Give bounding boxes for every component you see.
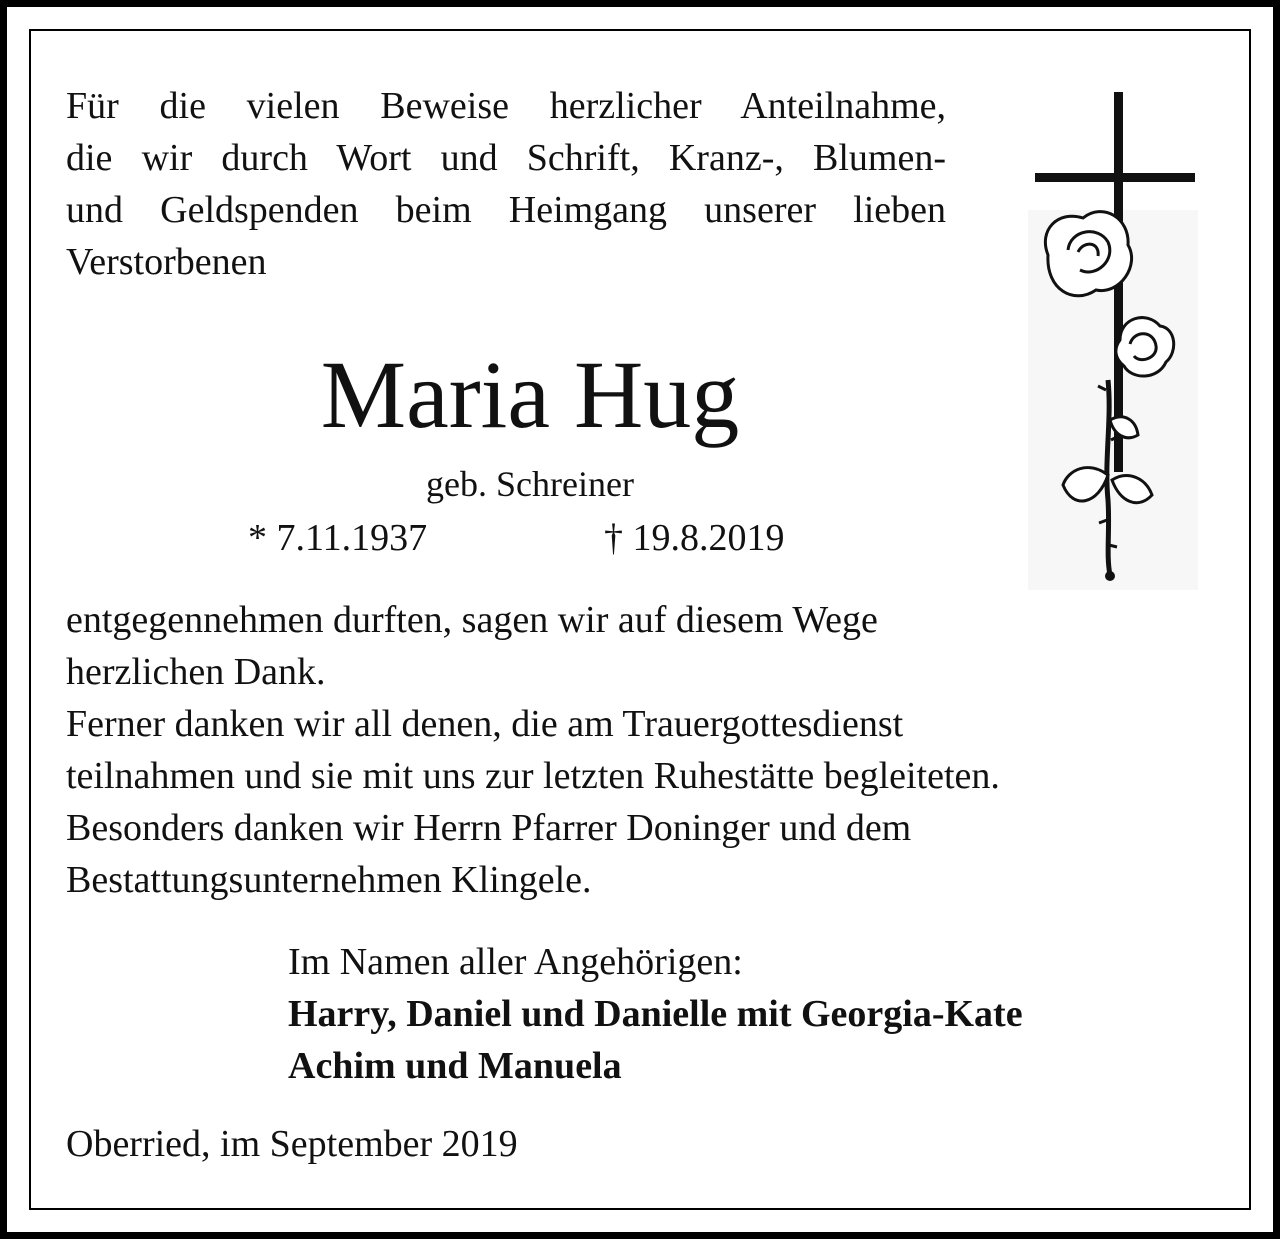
- thanks-line: Ferner danken wir all denen, die am Trauergottesdienst: [66, 703, 904, 745]
- signature-intro: Im Namen aller Angehörigen:: [288, 941, 743, 983]
- stem-end: [1105, 571, 1115, 581]
- cross-with-rose-icon: [1028, 90, 1198, 590]
- thanks-text: [66, 594, 1000, 906]
- birth-date: * 7.11.1937: [248, 517, 428, 559]
- thanks-line: herzlichen Dank.: [66, 651, 326, 693]
- signature-names: [288, 988, 1023, 1092]
- signature-name-line: Achim und Manuela: [288, 1045, 622, 1087]
- cross-horizontal-beam: [1035, 173, 1195, 182]
- place-date: Oberried, im September 2019: [66, 1123, 518, 1165]
- thanks-line: Besonders danken wir Herrn Pfarrer Doninger und dem: [66, 807, 912, 849]
- intro-line: die wir durch Wort und Schrift, Kranz-, Blumen-: [66, 137, 946, 179]
- rose-bloom-upper: [1045, 212, 1131, 296]
- intro-line: und Geldspenden beim Heimgang unserer lieben: [66, 189, 946, 231]
- intro-line: Verstorbenen: [66, 241, 267, 283]
- deceased-name: Maria Hug: [320, 341, 740, 448]
- signature-name-line: Harry, Daniel und Danielle mit Georgia-Kate: [288, 993, 1023, 1035]
- thanks-line: entgegennehmen durften, sagen wir auf diesem Wege: [66, 599, 878, 641]
- intro-text: [66, 80, 946, 288]
- intro-line: Für die vielen Beweise herzlicher Anteilnahme,: [66, 85, 946, 127]
- thanks-line: teilnahmen und sie mit uns zur letzten Ruhestätte begleiteten.: [66, 755, 1000, 797]
- death-date: † 19.8.2019: [604, 517, 785, 559]
- thanks-line: Bestattungsunternehmen Klingele.: [66, 859, 592, 901]
- birth-name: geb. Schreiner: [426, 464, 634, 504]
